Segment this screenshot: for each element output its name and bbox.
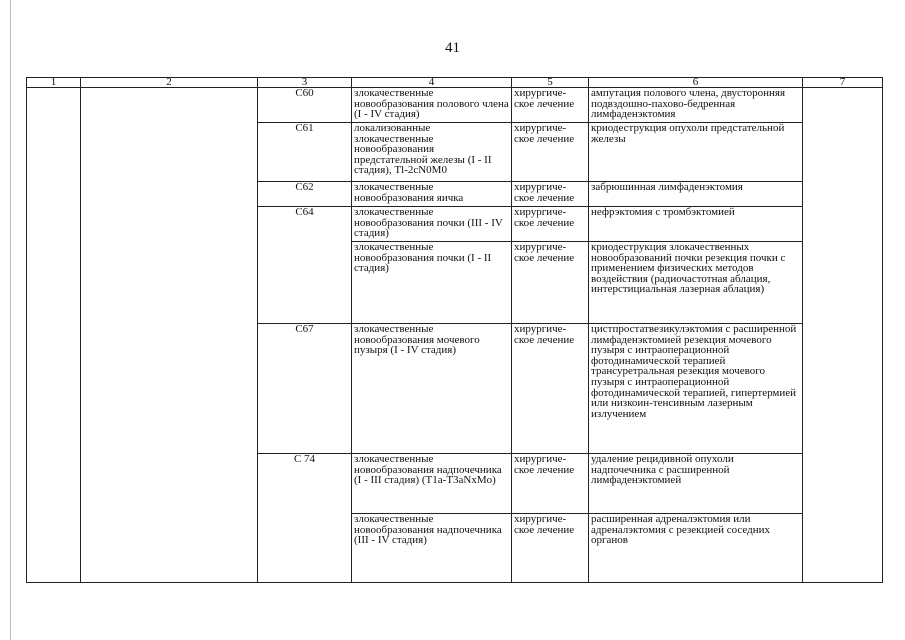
- icd-code: C60: [258, 88, 352, 123]
- disease-cell: злокачественные новообразования полового члена (I - IV стадия): [352, 88, 512, 123]
- column-number: 3: [258, 78, 352, 88]
- method-cell: расширенная адреналэктомия или адреналэктомия с резекцией соседних органов: [589, 514, 803, 583]
- method-cell: нефрэктомия с тромбэктомией: [589, 207, 803, 242]
- disease-cell: злокачественные новообразования почки (I - II стадия): [352, 242, 512, 324]
- method-cell: цистпростатвезикулэктомия с расширенной лимфаденэктомией резекция мочевого пузыря с интраоперационной фотодинамической терапией трансуретральная резекция мочевого пузыря с интраоперационной фотодинамической терапией, гипертермией или низкоин-тенсивным лазерным излучением: [589, 324, 803, 454]
- disease-cell: локализованные злокачественные новообразования предстательной железы (I - II стадия), Tl-2cN0M0: [352, 123, 512, 182]
- treatment-cell: хирургиче-ское лечение: [512, 207, 589, 242]
- method-cell: ампутация полового члена, двусторонняя подвздошно-пахово-бедренная лимфаденэктомия: [589, 88, 803, 123]
- disease-cell: злокачественные новообразования мочевого пузыря (I - IV стадия): [352, 324, 512, 454]
- treatment-cell: хирургиче-ское лечение: [512, 182, 589, 207]
- method-cell: криодеструкция опухоли предстательной железы: [589, 123, 803, 182]
- method-cell: забрюшинная лимфаденэктомия: [589, 182, 803, 207]
- treatment-cell: хирургиче-ское лечение: [512, 88, 589, 123]
- disease-cell: злокачественные новообразования надпочечника (I - III стадия) (T1a-T3aNxMo): [352, 454, 512, 514]
- medical-care-table: [26, 77, 883, 583]
- icd-code: C61: [258, 123, 352, 182]
- treatment-cell: хирургиче-ское лечение: [512, 514, 589, 583]
- icd-code: C 74: [258, 454, 352, 583]
- col-1-cell: [27, 88, 81, 583]
- page-left-edge: [10, 0, 11, 640]
- column-number: 6: [589, 78, 803, 88]
- column-number: 1: [27, 78, 81, 88]
- treatment-cell: хирургиче-ское лечение: [512, 454, 589, 514]
- treatment-cell: хирургиче-ское лечение: [512, 324, 589, 454]
- treatment-cell: хирургиче-ское лечение: [512, 242, 589, 324]
- method-cell: удаление рецидивной опухоли надпочечника с расширенной лимфаденэктомией: [589, 454, 803, 514]
- col-7-cell: [803, 88, 883, 583]
- treatment-cell: хирургиче-ское лечение: [512, 123, 589, 182]
- column-number-row: [27, 78, 883, 88]
- column-number: 4: [352, 78, 512, 88]
- column-number: 7: [803, 78, 883, 88]
- disease-cell: злокачественные новообразования яичка: [352, 182, 512, 207]
- page-number: 41: [445, 40, 460, 56]
- method-cell: криодеструкция злокачественных новообразований почки резекция почки с применением физических методов воздействия (радиочастотная аблация, интерстициальная лазерная аблация): [589, 242, 803, 324]
- disease-cell: злокачественные новообразования почки (III - IV стадия): [352, 207, 512, 242]
- col-2-cell: [81, 88, 258, 583]
- disease-cell: злокачественные новообразования надпочечника (III - IV стадия): [352, 514, 512, 583]
- icd-code: C62: [258, 182, 352, 207]
- icd-code: C67: [258, 324, 352, 454]
- icd-code: C64: [258, 207, 352, 324]
- table-row: [27, 88, 883, 123]
- column-number: 5: [512, 78, 589, 88]
- column-number: 2: [81, 78, 258, 88]
